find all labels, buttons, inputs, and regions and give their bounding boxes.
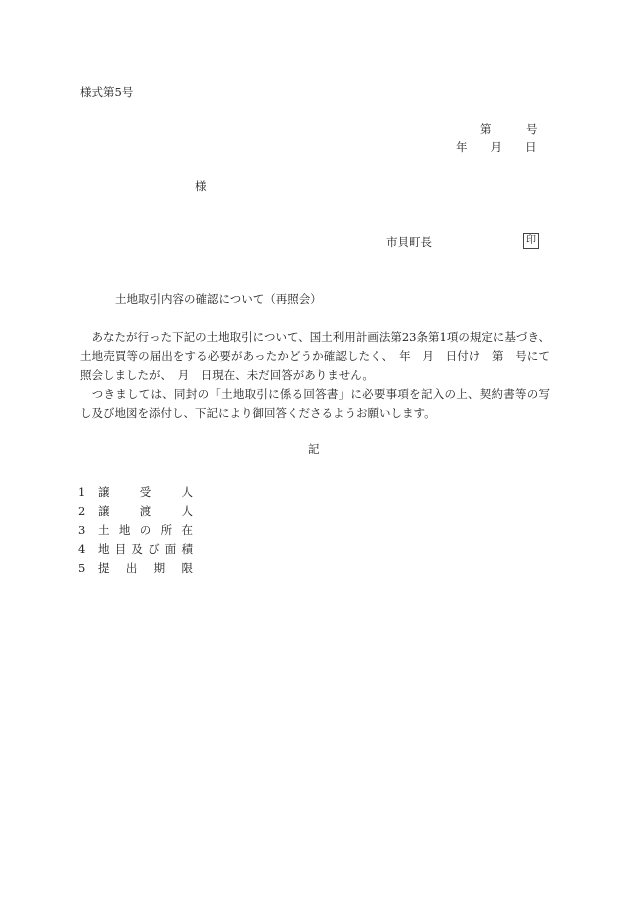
item-label xyxy=(98,503,193,519)
item-label xyxy=(98,484,193,500)
list-item xyxy=(78,558,193,577)
seal-mark: 印 xyxy=(523,233,539,249)
item-label-char: 譲 xyxy=(98,503,110,518)
form-number: 様式第5号 xyxy=(80,85,134,99)
paragraph-2: つきましては、同封の「土地取引に係る回答書」に必要事項を記入の上、契約書等の写し及び地図を添付し、下記により御回答くださるようお願いします。 xyxy=(80,387,551,420)
item-label-char: 渡 xyxy=(139,503,152,518)
item-label-char: 人 xyxy=(181,484,193,499)
date-line: 年 月 日 xyxy=(456,140,537,154)
item-label-char: 人 xyxy=(181,503,193,518)
item-label-char: 土 xyxy=(98,522,110,537)
item-label-char: 在 xyxy=(181,522,193,537)
document-title: 土地取引内容の確認について（再照会） xyxy=(115,292,322,306)
item-label-char: 及 xyxy=(131,541,143,556)
item-label-char: 目 xyxy=(114,541,127,556)
item-number: 1 xyxy=(78,484,86,499)
item-number: 2 xyxy=(78,503,86,518)
item-label-char: 出 xyxy=(125,560,138,575)
item-number: 4 xyxy=(78,541,86,556)
paragraph-1: あなたが行った下記の土地取引について、国土利用計画法第23条第1項の規定に基づき、土地売買等の届出をする必要があったかどうか確認したく、 年 月 日付け 第 号にて照会しましたが、 月 日現在、未だ回答がありません。 xyxy=(80,330,550,382)
item-label-char: 面 xyxy=(164,541,177,556)
list-item xyxy=(78,520,193,539)
item-label-char: 積 xyxy=(181,541,193,556)
item-label-char: 受 xyxy=(139,484,152,499)
list-item xyxy=(78,501,193,520)
sender-name: 市貝町長 xyxy=(386,235,432,249)
item-label-char: 期 xyxy=(153,560,166,575)
item-label xyxy=(98,541,193,557)
item-label xyxy=(98,522,193,538)
item-label xyxy=(98,560,193,576)
item-list xyxy=(78,482,193,577)
item-number: 5 xyxy=(78,560,86,575)
addressee-suffix: 様 xyxy=(195,179,207,193)
item-label-char: の xyxy=(139,522,152,537)
item-label-char: 譲 xyxy=(98,484,110,499)
document-number-line: 第 号 xyxy=(480,122,538,136)
ki-heading: 記 xyxy=(308,442,320,456)
item-label-char: 所 xyxy=(160,522,173,537)
item-label-char: 地 xyxy=(118,522,131,537)
item-label-char: び xyxy=(148,541,160,556)
list-item xyxy=(78,539,193,558)
list-item xyxy=(78,482,193,501)
item-label-char: 限 xyxy=(181,560,193,575)
body-text xyxy=(80,328,550,423)
item-label-char: 地 xyxy=(98,541,110,556)
item-label-char: 提 xyxy=(98,560,110,575)
item-number: 3 xyxy=(78,522,86,537)
